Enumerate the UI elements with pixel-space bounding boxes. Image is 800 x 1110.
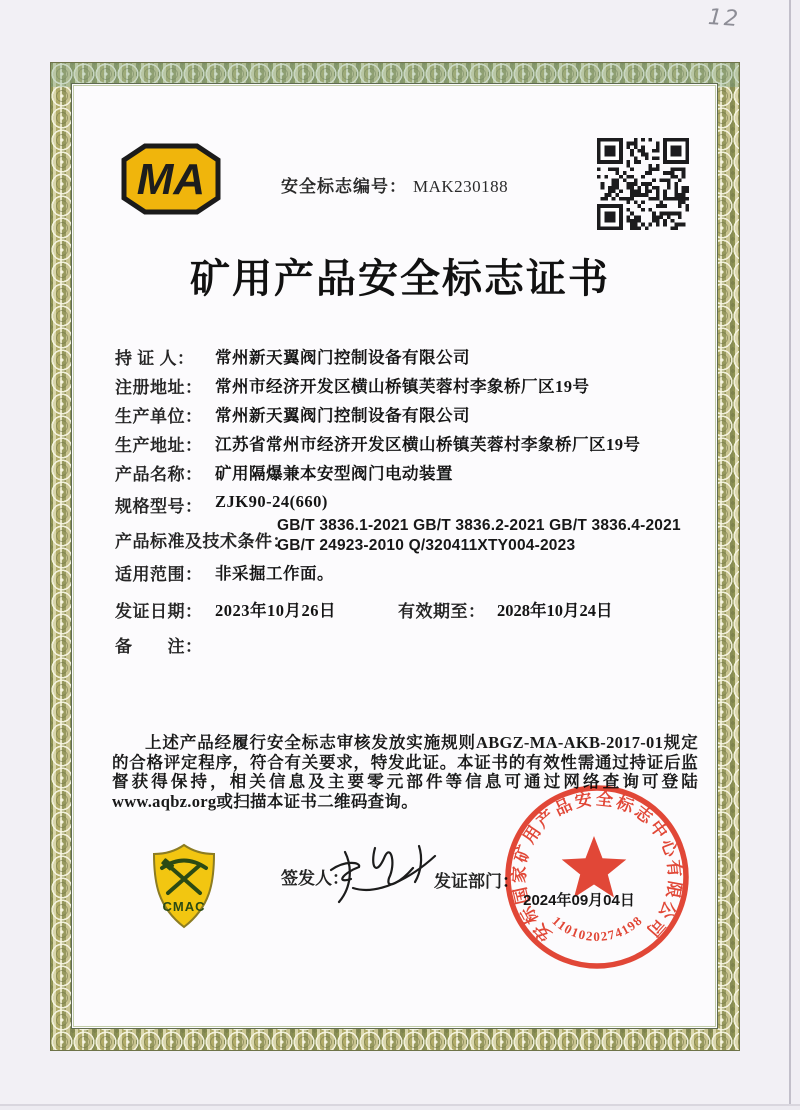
field-label: 生产地址： (115, 436, 203, 455)
official-red-stamp (497, 782, 697, 987)
field-label: 生产单位： (115, 407, 203, 426)
stamp-star-icon (562, 836, 627, 898)
department-label: 发证部门： (434, 872, 519, 891)
field-label: 持 证 人： (115, 349, 195, 368)
field-value: 常州新天翼阀门控制设备有限公司 (215, 406, 470, 425)
cmac-label: CMAC (162, 899, 206, 914)
stamp-date: 2024年09月04日 (523, 892, 635, 909)
expiry-date-value: 2028年10月24日 (497, 601, 613, 620)
expiry-date-label: 有效期至： (398, 602, 486, 621)
issue-date-value: 2023年10月26日 (215, 601, 336, 620)
field-value: 非采掘工作面。 (215, 564, 334, 583)
qr-code (597, 138, 689, 235)
field-label: 适用范围： (115, 565, 203, 584)
field-value: 常州新天翼阀门控制设备有限公司 (215, 348, 470, 367)
field-label-standards: 产品标准及技术条件： (115, 532, 290, 551)
field-value: ZJK90-24(660) (215, 492, 328, 511)
scan-strip-bottom (0, 1106, 800, 1110)
ma-mining-safety-logo (116, 141, 226, 222)
scan-edge-line (789, 0, 791, 1110)
field-value: 江苏省常州市经济开发区横山桥镇芙蓉村李象桥厂区19号 (215, 435, 641, 454)
serial-value: MAK230188 (413, 177, 509, 196)
issuer-label: 签发人： (281, 869, 349, 888)
stamp-company-name: 安标国家矿用产品安全标志中心有限公司 (509, 789, 685, 945)
remarks-label: 备 注： (115, 637, 203, 656)
issue-date-label: 发证日期： (115, 602, 203, 621)
field-label: 规格型号： (115, 497, 203, 516)
field-value: 常州市经济开发区横山桥镇芙蓉村李象桥厂区19号 (215, 377, 590, 396)
serial-label: 安全标志编号： (281, 177, 407, 196)
field-label: 产品名称： (115, 465, 203, 484)
field-value: 矿用隔爆兼本安型阀门电动装置 (215, 464, 453, 483)
cmac-shield-badge (148, 841, 220, 940)
field-value-standards: GB/T 3836.1-2021 GB/T 3836.2-2021 GB/T 3836.4-2021 GB/T 24923-2010 Q/320411XTY004-2023 (277, 517, 681, 554)
scan-page-edge-right (791, 0, 800, 1110)
serial-line (281, 172, 508, 197)
certificate-statement: 上述产品经履行安全标志审核发放实施规则ABGZ-MA-AKB-2017-01规定的合格评定程序，符合有关要求，特发此证。本证书的有效性需通过持证后监督获得保持，相关信息及主要零元部件等信息可通过网络查询可登陆www.aqbz.org或扫描本证书二维码查询。 (112, 733, 698, 811)
ma-logo-letters: MA (136, 155, 206, 204)
field-label: 注册地址： (115, 378, 203, 397)
certificate-title: 矿用产品安全标志证书 (190, 257, 610, 301)
handwritten-page-number: 12 (707, 4, 741, 33)
stamp-number: 1101020274198 (549, 912, 646, 944)
issuer-signature (323, 836, 448, 916)
